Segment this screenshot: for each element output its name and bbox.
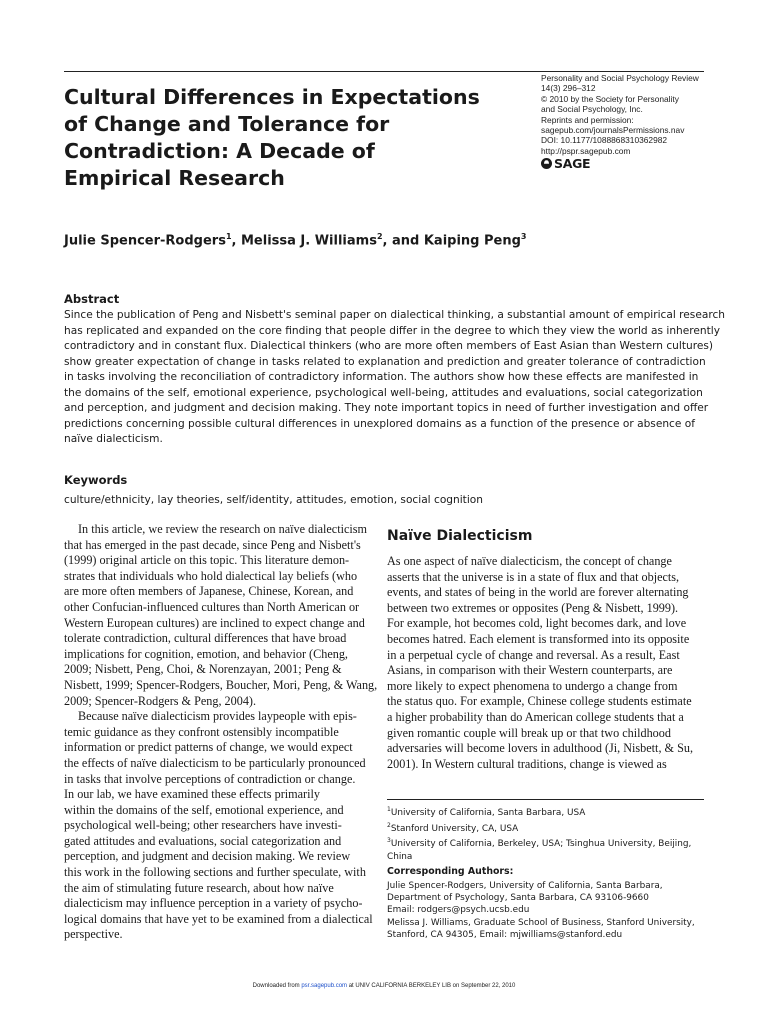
body-line: given romantic couple will break up or that two childhood [387,725,671,740]
abstract-line: Since the publication of Peng and Nisbett's seminal paper on dialectical thinking, a substantial amount of empirical research [64,309,726,321]
body-line: 2009; Spencer-Rodgers & Peng, 2004). [64,693,257,708]
affiliation-marker: 3 [387,837,391,845]
sage-logo-text: SAGE [554,155,591,171]
journal-info-line: Reprints and permission: [541,114,634,125]
abstract-line: in tasks involving the reconciliation of contradictory information. The authors show how these effects are manifested in [64,371,699,383]
corresponding-line: Department of Psychology, Santa Barbara, CA 93106-9660 [387,893,649,904]
body-line: Asians, in comparison with their Western counterparts, are [387,663,673,678]
body-line: in a perpetual cycle of change and reversal. As a result, East [387,647,680,662]
keywords-heading: Keywords [64,473,128,487]
footer-suffix: at UNIV CALIFORNIA BERKELEY LIB on September 22, 2010 [347,983,516,989]
title-line: of Change and Tolerance for [64,112,390,136]
body-line: asserts that the universe is in a state of flux and that objects, [387,569,680,584]
body-line: Nisbett, 1999; Spencer-Rodgers, Boucher, Mori, Peng, & Wang, [64,677,378,692]
footnote-rule [387,799,704,800]
corresponding-heading: Corresponding Authors: [387,866,514,877]
affiliation-text: University of California, Santa Barbara, USA [390,807,586,818]
abstract-line: show greater expectation of change in tasks related to explanation and prediction and greater tolerance of contradiction [64,355,706,368]
journal-info-line: 14(3) 296–312 [541,83,596,94]
body-line: Western European cultures) are inclined to expect change and [64,615,365,630]
body-line: As one aspect of naïve dialecticism, the concept of change [387,554,672,568]
affiliation-text: Stanford University, CA, USA [390,823,519,834]
keywords-list: culture/ethnicity, lay theories, self/identity, attitudes, emotion, social cognition [64,494,483,506]
body-line: strates that individuals who hold dialectical lay beliefs (who [64,568,358,583]
body-line: dialecticism may influence perception in a variety of psycho- [64,896,363,911]
abstract-line: has replicated and expanded on the core finding that people differ in the degree to which they view the world as inherently [64,324,721,337]
body-line: In our lab, we have examined these effects primarily [64,787,320,802]
corresponding-line: Stanford, CA 94305, Email: mjwilliams@stanford.edu [387,929,623,940]
download-footer [0,983,768,989]
corresponding-line: Julie Spencer-Rodgers, University of California, Santa Barbara, [387,881,663,891]
affiliation-marker: 3 [520,232,527,241]
affiliation-marker: 1 [387,806,391,813]
body-line: information or predict patterns of change, we would expect [64,740,353,755]
affiliation-line [387,835,707,851]
abstract-line: and perception, and judgment and decision making. They note important topics in need of further investigation and offer [64,402,709,414]
sage-logo [541,155,721,171]
affiliation-marker: 1 [225,232,232,241]
body-line: perspective. [64,927,123,942]
affiliations [387,804,707,863]
affiliation-text: China [387,851,413,862]
journal-info-line: DOI: 10.1177/1088868310362982 [541,135,668,146]
title-line: Contradiction: A Decade of [64,139,375,163]
body-line: that has emerged in the past decade, since Peng and Nisbett's [64,537,361,552]
body-line: this work in the following sections and further speculate, with [64,865,366,880]
body-line: logical domains that have yet to be examined from a dialectical [64,911,373,926]
affiliation-marker: 2 [387,821,391,829]
body-line: becomes hatred. Each element is transformed into its opposite [387,631,690,646]
body-line: (1999) original article on this topic. This literature demon- [64,553,350,568]
affiliation-text: University of California, Berkeley, USA; Tsinghua University, Beijing, [390,839,692,850]
journal-info-line: and Social Psychology, Inc. [541,104,643,115]
affiliation-marker: 2 [376,232,383,241]
body-line: other Confucian-influenced cultures than North American or [64,599,360,614]
author-name: , and Kaiping Peng [382,233,521,249]
body-line: tolerate contradiction, cultural differences that have broad [64,631,347,646]
body-line: implications for cognition, emotion, and behavior (Cheng, [64,646,348,661]
body-line: in tasks that involve perceptions of contradiction or change. [64,771,356,786]
top-rule [64,71,704,72]
footer-prefix: Downloaded from [252,983,302,989]
body-line: adversaries will become lovers in adulthood (Ji, Nisbett, & Su, [387,741,693,756]
title-line: Empirical Research [64,166,285,190]
body-line: In this article, we review the research on naïve dialecticism [78,522,367,536]
body-line: within the domains of the self, emotional experience, and [64,802,344,817]
body-line: gated attitudes and evaluations, social categorization and [64,833,342,848]
body-line: Because naïve dialecticism provides laypeople with epis- [78,709,357,724]
journal-info-line: http://pspr.sagepub.com [541,145,631,156]
affiliation-line [387,804,707,820]
journal-info-line: sagepub.com/journalsPermissions.nav [541,125,685,136]
author-name: , Melissa J. Williams [231,233,377,249]
abstract-line: the domains of the self, emotional experience, psychological well-being, attitudes and evaluations, social categorization [64,386,703,399]
abstract-line: naïve dialecticism. [64,433,163,445]
title-line: Cultural Differences in Expectations [64,85,480,109]
body-left-column [64,522,378,943]
body-line: For example, hot becomes cold, light becomes dark, and love [387,616,687,631]
footer-link[interactable]: psr.sagepub.com [301,983,348,989]
affiliation-line [387,820,707,836]
body-line: the effects of naïve dialecticism to be particularly pronounced [64,755,366,770]
body-line: 2001). In Western cultural traditions, change is viewed as [387,756,667,771]
body-line: a higher probability than do American college students that a [387,709,684,724]
body-line: the status quo. For example, Chinese college students estimate [387,694,692,709]
corresponding-line: Melissa J. Williams, Graduate School of Business, Stanford University, [387,917,695,928]
body-line: more likely to expect phenomena to undergo a change from [387,678,678,693]
journal-info-line: © 2010 by the Society for Personality [541,93,679,104]
body-line: the aim of stimulating future research, about how naïve [64,880,334,895]
body-line: between two extremes or opposites (Peng & Nisbett, 1999). [387,600,679,615]
affiliation-line [387,851,707,864]
body-line: psychological well-being; other researchers have investi- [64,818,342,833]
journal-info-line: Personality and Social Psychology Review [541,73,699,83]
journal-info [541,73,721,169]
abstract-line: predictions concerning possible cultural differences in unexplored domains as a function of the presence or absence of [64,417,695,430]
sage-mark-icon [541,158,552,169]
article-title [64,84,494,192]
body-line: are more often members of Japanese, Chinese, Korean, and [64,584,354,599]
corresponding-line: Email: rodgers@psych.ucsb.edu [387,905,530,916]
body-line: temic guidance as they confront ostensibly incompatible [64,724,339,739]
body-line: 2009; Nisbett, Peng, Choi, & Norenzayan, 2001; Peng & [64,662,342,677]
abstract-line: contradictory and in constant flux. Dialectical thinkers (who are more often members of East Asian than Western cultures) [64,340,713,352]
section-heading: Naïve Dialecticism [387,528,533,544]
body-line: events, and states of being in the world are forever alternating [387,585,689,600]
abstract-heading: Abstract [64,292,120,306]
author-name: Julie Spencer-Rodgers [64,233,226,249]
body-right-column [387,554,705,772]
body-line: perception, and judgment and decision making. We review [64,849,351,864]
corresponding-authors [387,880,707,941]
abstract-body [64,308,726,448]
author-list [64,232,527,248]
